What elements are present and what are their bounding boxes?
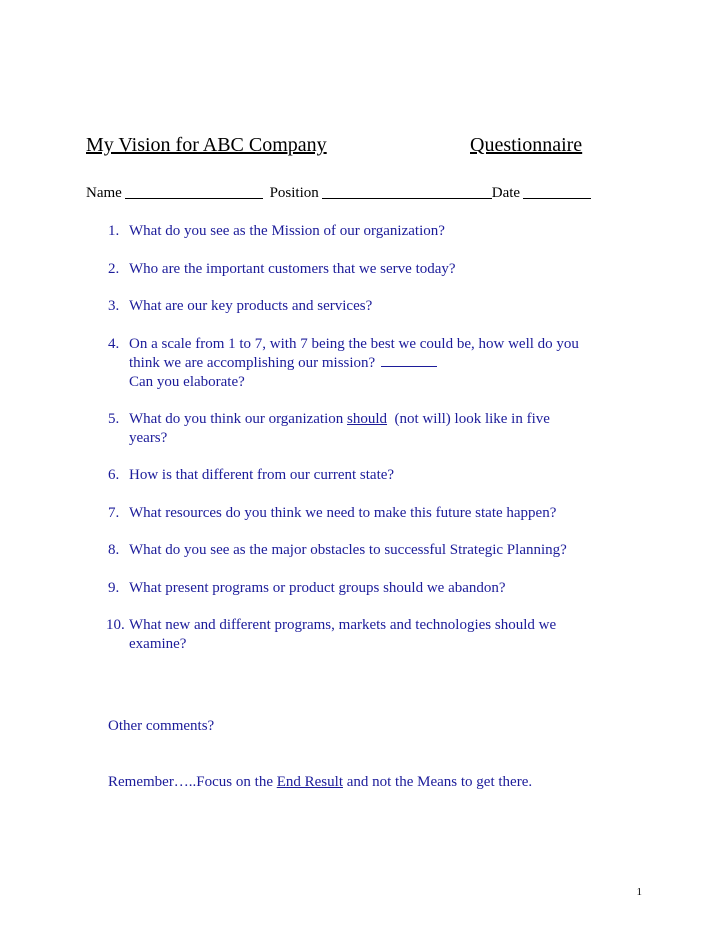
page-number: 1	[636, 886, 642, 898]
rating-blank[interactable]	[381, 353, 437, 367]
reminder-suffix: and not the Means to get there.	[346, 774, 533, 790]
question-text: What new and different programs, markets and technologies should we	[129, 617, 557, 633]
question-item	[108, 260, 668, 279]
question-text	[129, 410, 668, 429]
question-number: 4.	[108, 335, 120, 352]
document-title: My Vision for ABC Company	[86, 134, 327, 156]
question-text-part: think we are accomplishing our mission?	[129, 355, 376, 371]
question-number: 3.	[108, 298, 120, 314]
question-text: What resources do you think we need to make this future state happen?	[129, 504, 557, 521]
reminder-prefix: Remember…..Focus on the	[108, 774, 273, 790]
document-type-label: Questionnaire	[470, 134, 583, 156]
emphasis-should: should	[347, 411, 388, 427]
name-label: Name	[86, 185, 122, 201]
question-item	[108, 466, 668, 485]
question-number: 10.	[106, 617, 125, 633]
other-comments: Other comments?	[108, 718, 215, 734]
question-item	[108, 579, 668, 598]
question-number: 8.	[108, 542, 120, 558]
date-label: Date	[491, 185, 521, 201]
question-text-continued: years?	[129, 429, 168, 446]
respondent-info-row	[86, 184, 594, 202]
position-label: Position	[269, 185, 319, 201]
question-number: 1.	[108, 223, 120, 239]
question-text: What do you see as the Mission of our organization?	[129, 223, 445, 239]
question-number: 5.	[108, 411, 120, 427]
question-item	[108, 410, 668, 447]
position-blank[interactable]	[322, 184, 492, 199]
question-item	[108, 335, 668, 392]
question-item	[108, 616, 668, 653]
question-text: Who are the important customers that we serve today?	[129, 260, 456, 277]
question-text-part: (not will) look like in five	[394, 411, 550, 427]
date-blank[interactable]	[523, 184, 591, 199]
question-number: 2.	[108, 260, 120, 277]
question-list	[108, 222, 668, 653]
question-text: What present programs or product groups should we abandon?	[129, 579, 506, 596]
question-text-continued: examine?	[129, 635, 187, 652]
question-item	[108, 222, 668, 241]
name-blank[interactable]	[125, 184, 263, 199]
question-text-part: What do you think our organization	[129, 411, 344, 427]
title-row	[86, 134, 606, 160]
question-number: 7.	[108, 504, 120, 521]
question-item	[108, 541, 668, 560]
question-number: 6.	[108, 467, 120, 483]
question-text: What do you see as the major obstacles to successful Strategic Planning?	[129, 542, 567, 558]
question-text: On a scale from 1 to 7, with 7 being the best we could be, how well do you	[129, 335, 579, 352]
reminder-emphasis: End Result	[276, 774, 343, 790]
question-followup: Can you elaborate?	[129, 373, 245, 390]
question-text-continued	[129, 353, 668, 373]
question-item	[108, 504, 668, 523]
reminder-line	[108, 774, 532, 791]
question-text: How is that different from our current state?	[129, 467, 395, 483]
question-item	[108, 297, 668, 316]
question-text: What are our key products and services?	[129, 298, 373, 314]
question-number: 9.	[108, 579, 120, 596]
